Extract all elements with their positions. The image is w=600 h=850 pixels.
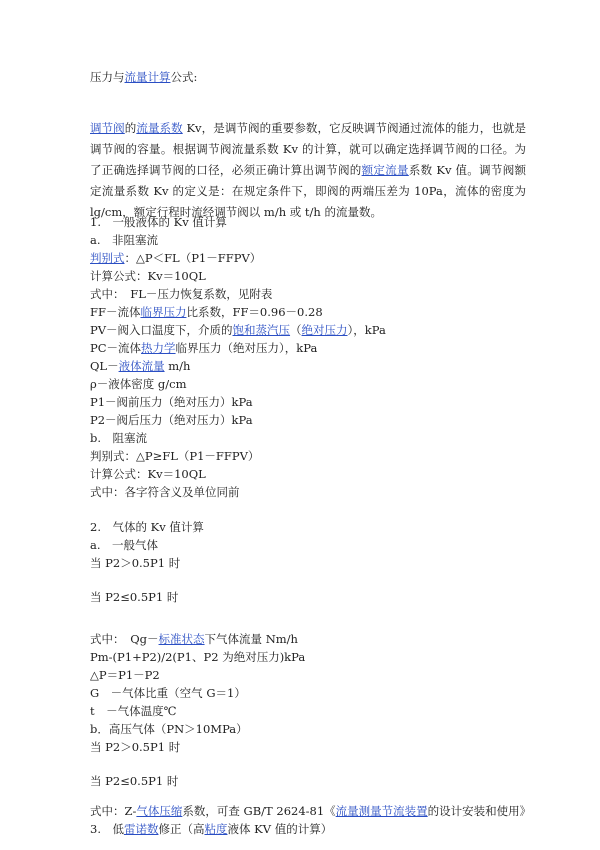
gas-section-title: 2. 气体的 Kv 值计算 xyxy=(90,520,204,534)
z-line xyxy=(90,804,531,819)
liquid-flow-link[interactable]: 液体流量 xyxy=(118,359,165,373)
thermodynamics-link[interactable]: 热力学 xyxy=(141,341,176,355)
high-pressure-gas-label: b．高压气体（PN＞10MPa） xyxy=(90,722,248,736)
gas-condition-3: 当 P2＞0.5P1 时 xyxy=(90,740,181,754)
reynolds-line xyxy=(90,822,332,837)
judge-line xyxy=(90,251,261,266)
ql-suffix: m/h xyxy=(164,359,191,373)
choked-judge-line: 判别式：△P≥FL（P1－FFPV） xyxy=(90,449,260,463)
heading-suffix: 公式: xyxy=(170,70,198,84)
pv-line xyxy=(90,323,386,338)
gas-condition-1: 当 P2＞0.5P1 时 xyxy=(90,556,181,570)
reynolds-link[interactable]: 雷诺数 xyxy=(123,822,159,836)
choked-where-line: 式中：各字符含义及单位同前 xyxy=(90,485,240,499)
pc-line xyxy=(90,341,317,356)
qg-line xyxy=(90,632,298,647)
ql-line xyxy=(90,359,190,374)
general-gas-label: a. 一般气体 xyxy=(90,538,159,552)
control-valve-link[interactable]: 调节阀 xyxy=(90,121,125,135)
pv-suffix: ），kPa xyxy=(347,323,386,337)
qg-suffix: 下气体流量 Nm/h xyxy=(204,632,298,646)
flow-calc-link[interactable]: 流量计算 xyxy=(124,70,171,84)
judge-link[interactable]: 判别式 xyxy=(90,251,125,265)
intro-text-2: Kv，是调节阀的重要参数，它反映调节阀通过流体的能力，也就是调节阀的容量。根据调节阀流量系数 Kv 的计算，就可以确定选择调节阀的口径。为了正确选择调节阀的口径，必须正确计算出调节阀的 xyxy=(90,121,527,177)
intro-paragraph xyxy=(90,118,526,223)
g-line: G －气体比重（空气 G＝1） xyxy=(90,686,246,700)
flow-coefficient-link[interactable]: 流量系数 xyxy=(136,121,183,135)
viscosity-link[interactable]: 粘度 xyxy=(204,822,228,836)
where-fl-line: 式中： FL－压力恢复系数，见附表 xyxy=(90,287,273,301)
ql-prefix: QL－ xyxy=(90,359,119,373)
pc-prefix: PC－流体 xyxy=(90,341,142,355)
saturated-vapor-link[interactable]: 饱和蒸汽压 xyxy=(232,323,291,337)
rho-line: ρ－液体密度 g/cm xyxy=(90,377,187,391)
reynolds-prefix: 3. 低 xyxy=(90,822,124,836)
critical-pressure-link[interactable]: 临界压力 xyxy=(140,305,187,319)
judge-text: ：△P＜FL（P1－FFPV） xyxy=(124,251,262,265)
qg-prefix: 式中： Qg－ xyxy=(90,632,159,646)
non-choked-flow-label: a. 非阻塞流 xyxy=(90,233,159,247)
pv-prefix: PV－阀入口温度下，介质的 xyxy=(90,323,233,337)
gas-condition-4: 当 P2≤0.5P1 时 xyxy=(90,774,179,788)
heading-line xyxy=(90,70,197,85)
ff-suffix: 比系数，FF＝0.96－0.28 xyxy=(186,305,323,319)
gas-compression-link[interactable]: 气体压缩 xyxy=(136,804,183,818)
p2-line: P2－阀后压力（绝对压力）kPa xyxy=(90,413,253,427)
dp-line: △P＝P1－P2 xyxy=(90,668,160,682)
standard-state-link[interactable]: 标准状态 xyxy=(158,632,205,646)
intro-text-1: 的 xyxy=(124,121,137,135)
z-mid: 系数，可查 GB/T 2624-81《 xyxy=(182,804,336,818)
t-line: t －气体温度℃ xyxy=(90,704,177,718)
reynolds-suffix: 液体 KV 值的计算） xyxy=(227,822,333,836)
pv-mid: （ xyxy=(290,323,302,337)
choked-flow-label: b. 阻塞流 xyxy=(90,431,148,445)
liquid-section-title: 1. 一般液体的 Kv 值计算 xyxy=(90,215,227,229)
absolute-pressure-link[interactable]: 绝对压力 xyxy=(301,323,348,337)
rated-flow-link[interactable]: 额定流量 xyxy=(361,163,409,177)
ff-prefix: FF－流体 xyxy=(90,305,141,319)
heading-prefix: 压力与 xyxy=(90,70,125,84)
choked-formula-line: 计算公式：Kv＝10QL xyxy=(90,467,206,481)
z-suffix: 的设计安装和使用》 xyxy=(427,804,532,818)
p1-line: P1－阀前压力（绝对压力）kPa xyxy=(90,395,253,409)
formula-line: 计算公式：Kv＝10QL xyxy=(90,269,206,283)
z-prefix: 式中：Z- xyxy=(90,804,137,818)
gas-condition-2: 当 P2≤0.5P1 时 xyxy=(90,590,179,604)
reynolds-mid: 修正（高 xyxy=(158,822,205,836)
pc-suffix: 临界压力（绝对压力），kPa xyxy=(175,341,318,355)
intro-text-3: 系数 Kv 值。调节阀额定流量系数 Kv 的定义是：在规定条件下，即阀的两端压差为 10Pa，流体的密度为 lg/cm，额定行程时流经调节阀以 m/h 或 t/h 的流量数。 xyxy=(90,163,526,219)
ff-line xyxy=(90,305,323,320)
flow-measurement-link[interactable]: 流量测量节流装置 xyxy=(335,804,428,818)
pm-line: Pm-(P1+P2)/2(P1、P2 为绝对压力)kPa xyxy=(90,650,306,664)
